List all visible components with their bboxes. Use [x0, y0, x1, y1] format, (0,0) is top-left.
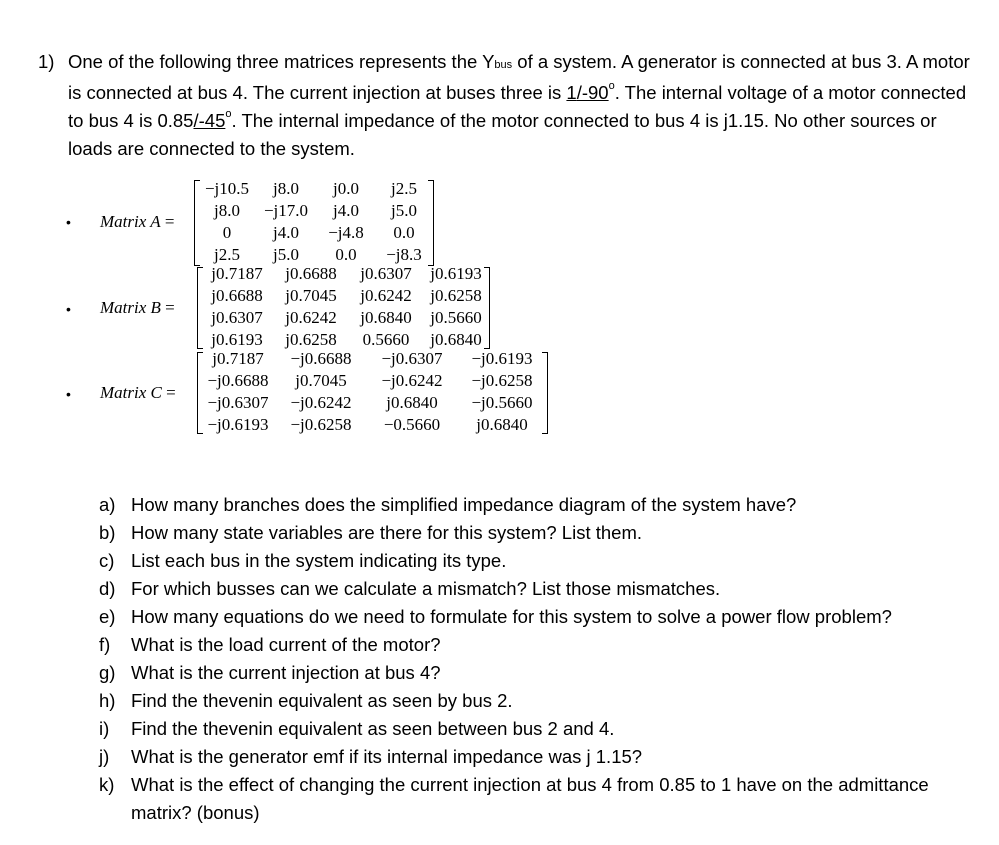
matrix-cell: j0.6193	[430, 264, 482, 283]
question-f: f) What is the load current of the motor?	[99, 634, 441, 655]
matrix-cell: j5.0	[391, 201, 417, 220]
question-a: a) How many branches does the simplified impedance diagram of the system have?	[99, 494, 797, 515]
matrix-cell: j8.0	[214, 201, 240, 220]
matrix-cell: j0.6840	[476, 415, 528, 434]
question-k: k) What is the effect of changing the current injection at bus 4 from 0.85 to 1 have on the admittance matrix? (bonus)	[99, 774, 929, 823]
matrix-cell: j5.0	[273, 245, 299, 264]
matrix-cell: j0.6258	[285, 330, 337, 349]
question-h: h) Find the thevenin equivalent as seen by bus 2.	[99, 690, 513, 711]
question-e: e) How many equations do we need to formulate for this system to solve a power flow problem?	[99, 606, 892, 627]
matrix-a-cells	[198, 178, 432, 266]
matrix-cell: j0.5660	[430, 308, 482, 327]
matrix-cell: 0.0	[335, 245, 357, 264]
injection-phasor: 1/-90	[566, 82, 609, 103]
matrix-cell: j0.7045	[285, 286, 337, 305]
matrix-cell: j0.0	[333, 179, 359, 198]
matrix-cell: −j0.6193	[207, 415, 269, 434]
matrix-cell: j4.0	[333, 201, 359, 220]
matrix-b-label: Matrix B =	[100, 298, 175, 317]
matrix-c-cells	[200, 348, 546, 436]
voltage-phasor: 0.85/-45	[157, 110, 226, 131]
matrix-cell: j0.7045	[295, 371, 347, 390]
matrix-cell: −j0.6242	[290, 393, 352, 412]
matrix-cell: −0.5660	[383, 415, 441, 434]
matrix-cell: −j10.5	[204, 179, 250, 198]
matrix-cell: j0.6840	[430, 330, 482, 349]
matrix-cell: j0.6258	[430, 286, 482, 305]
matrix-cell: −j0.6193	[471, 349, 533, 368]
matrix-cell: j0.6840	[360, 308, 412, 327]
matrix-cell: j2.5	[214, 245, 240, 264]
matrix-cell: j0.6242	[285, 308, 337, 327]
matrix-cell: j0.6307	[360, 264, 412, 283]
matrix-cell: −j4.8	[328, 223, 364, 242]
question-list	[99, 491, 969, 827]
matrix-cell: −j0.6242	[381, 371, 443, 390]
matrix-cell: −j0.6258	[471, 371, 533, 390]
matrix-cell: j0.7187	[212, 349, 264, 368]
matrix-cell: j0.6688	[285, 264, 337, 283]
matrix-cell: 0.5660	[362, 330, 410, 349]
matrix-cell: −j0.6688	[207, 371, 269, 390]
question-g: g) What is the current injection at bus 4?	[99, 662, 441, 683]
matrix-cell: j0.7187	[211, 264, 263, 283]
matrix-cell: −j0.6307	[381, 349, 443, 368]
matrix-b-cells	[200, 263, 488, 351]
matrix-cell: 0.0	[393, 223, 415, 242]
matrix-cell: −j0.6688	[290, 349, 352, 368]
matrix-cell: j0.6688	[211, 286, 263, 305]
matrix-cell: −j0.6307	[207, 393, 269, 412]
problem-text: One of the following three matrices represents the Ybus of a system. A generator is connected at bus 3. A motor is connected at bus 4. The current injection at buses three is 1/-90$^o$. The internal voltage of a motor connected to bus 4 is 0.85/-45$^o$. The internal impedance of the motor connected to bus 4 is j1.15. No other sources or loads are connected to the system.	[68, 51, 970, 159]
problem-number: 1)	[38, 51, 55, 72]
matrix-cell: j8.0	[273, 179, 299, 198]
matrix-a-label: Matrix A =	[100, 212, 175, 231]
matrix-cell: −j17.0	[263, 201, 309, 220]
matrix-cell: −j8.3	[386, 245, 422, 264]
question-b: b) How many state variables are there for this system? List them.	[99, 522, 643, 543]
matrix-cell: j4.0	[273, 223, 299, 242]
matrix-cell: −j0.5660	[471, 393, 533, 412]
question-d: d) For which busses can we calculate a mismatch? List those mismatches.	[99, 578, 721, 599]
question-i: i) Find the thevenin equivalent as seen between bus 2 and 4.	[99, 718, 615, 739]
matrix-cell: −j0.6258	[290, 415, 352, 434]
problem-statement	[38, 48, 978, 163]
question-c: c) List each bus in the system indicating its type.	[99, 550, 507, 571]
matrix-cell: j2.5	[391, 179, 417, 198]
matrix-cell: j0.6307	[211, 308, 263, 327]
matrix-c-label: Matrix C =	[100, 383, 176, 402]
ybus-subscript: bus	[494, 59, 513, 71]
matrix-cell: j0.6242	[360, 286, 412, 305]
matrix-cell: 0	[222, 223, 232, 242]
question-j: j) What is the generator emf if its internal impedance was j 1.15?	[99, 746, 643, 767]
matrix-cell: j0.6193	[211, 330, 263, 349]
matrix-cell: j0.6840	[386, 393, 438, 412]
